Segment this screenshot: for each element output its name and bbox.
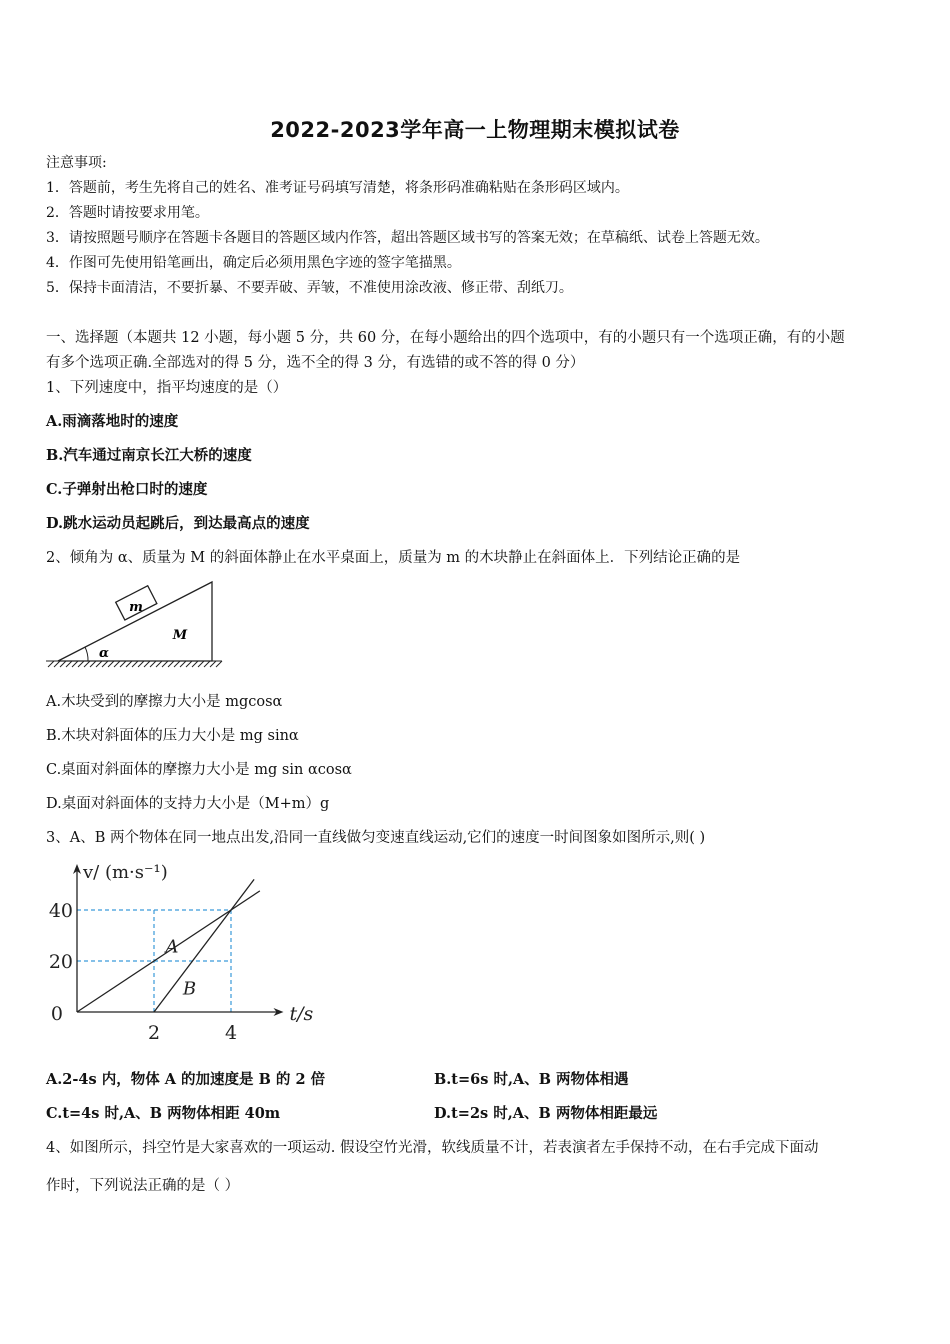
- q3-stem: 3、A、B 两个物体在同一地点出发,沿同一直线做匀变速直线运动,它们的速度一时间图象如图所示,则( ): [46, 830, 706, 846]
- q3-option-d: D.t=2s 时,A、B 两物体相距最远: [434, 1105, 658, 1122]
- wedge-label: M: [172, 628, 188, 643]
- section-instructions-line2: 有多个选项正确.全部选对的得 5 分，选不全的得 3 分，有选错的或不答的得 0 分）: [46, 355, 585, 371]
- page-title: 2022-2023学年高一上物理期末模拟试卷: [270, 118, 680, 142]
- q3-option-c: C.t=4s 时,A、B 两物体相距 40m: [46, 1105, 281, 1122]
- block-label: m: [129, 600, 143, 615]
- q1-option-a: A.雨滴落地时的速度: [46, 413, 179, 430]
- note-item: 1．答题前，考生先将自己的姓名、准考证号码填写清楚，将条形码准确粘贴在条形码区域内。: [46, 180, 629, 196]
- incline-figure: [44, 576, 224, 672]
- q4-stem-line2: 作时，下列说法正确的是（ ）: [46, 1178, 240, 1194]
- angle-label: α: [98, 646, 110, 661]
- notes-heading: 注意事项:: [46, 155, 107, 171]
- section-instructions-line1: 一、选择题（本题共 12 小题，每小题 5 分，共 60 分，在每小题给出的四个选项中，有的小题只有一个选项正确，有的小题: [46, 330, 845, 346]
- x-tick-label: 0: [50, 1003, 63, 1025]
- note-item: 3．请按照题号顺序在答题卡各题目的答题区域内作答，超出答题区域书写的答案无效；在草稿纸、试卷上答题无效。: [46, 230, 769, 246]
- x-tick-label: 2: [147, 1022, 161, 1042]
- note-item: 5．保持卡面清洁，不要折暴、不要弄破、弄皱，不准使用涂改液、修正带、刮纸刀。: [46, 280, 573, 296]
- q2-option-b: B.木块对斜面体的压力大小是 mg sinα: [46, 728, 299, 744]
- series-b-label: B: [182, 978, 197, 1000]
- y-tick-label: 40: [48, 900, 73, 922]
- y-tick-label: 20: [48, 951, 73, 973]
- q2-stem: 2、倾角为 α、质量为 M 的斜面体静止在水平桌面上，质量为 m 的木块静止在斜面体上．下列结论正确的是: [46, 550, 741, 566]
- y-axis-label: v/ (m·s⁻¹): [83, 862, 168, 883]
- q2-option-a: A.木块受到的摩擦力大小是 mgcosα: [46, 694, 283, 710]
- q4-stem-line1: 4、如图所示，抖空竹是大家喜欢的一项运动. 假设空竹光滑，软线质量不计，若表演者左手保持不动，在右手完成下面动: [46, 1140, 819, 1156]
- x-tick-label: 4: [224, 1022, 238, 1042]
- q1-option-d: D.跳水运动员起跳后，到达最高点的速度: [46, 515, 310, 532]
- q1-option-c: C.子弹射出枪口时的速度: [46, 481, 208, 498]
- q3-option-a: A.2-4s 内，物体 A 的加速度是 B 的 2 倍: [46, 1071, 326, 1088]
- q3-option-b: B.t=6s 时,A、B 两物体相遇: [434, 1071, 629, 1088]
- q2-option-c: C.桌面对斜面体的摩擦力大小是 mg sin αcosα: [46, 762, 352, 778]
- q2-option-d: D.桌面对斜面体的支持力大小是（M+m）g: [46, 796, 330, 812]
- q1-option-b: B.汽车通过南京长江大桥的速度: [46, 447, 252, 464]
- series-a-label: A: [165, 936, 179, 958]
- velocity-time-chart: [40, 852, 320, 1042]
- q1-stem: 1、下列速度中，指平均速度的是（）: [46, 380, 288, 396]
- x-axis-label: t/s: [289, 1003, 314, 1025]
- note-item: 4．作图可先使用铅笔画出，确定后必须用黑色字迹的签字笔描黑。: [46, 255, 461, 271]
- note-item: 2．答题时请按要求用笔。: [46, 205, 209, 221]
